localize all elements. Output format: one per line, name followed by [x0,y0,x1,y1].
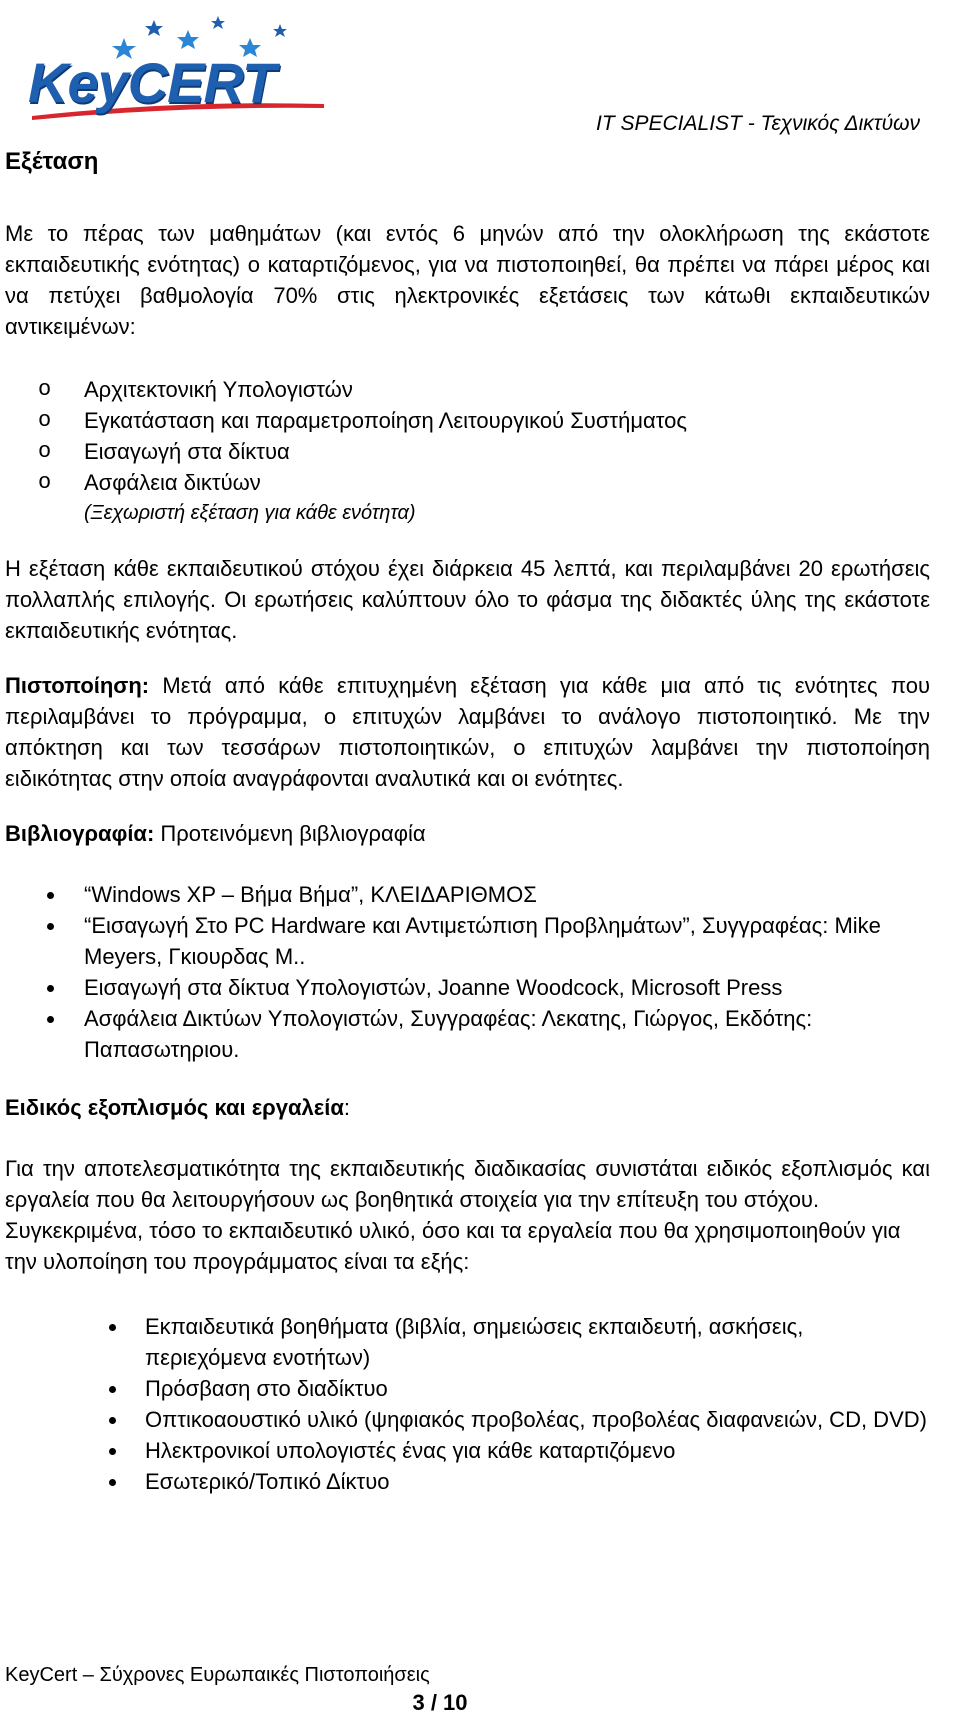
list-item: Πρόσβαση στο διαδίκτυο [5,1373,930,1404]
equipment-paragraph-2: Συγκεκριμένα, τόσο το εκπαιδευτικό υλικό, όσο και τα εργαλεία που θα χρησιμοποιηθούν για την υλοποίηση του προγράμματος είναι τα εξής: [5,1218,901,1274]
bullet-icon [47,892,54,899]
page-number: 3 / 10 [412,1690,468,1715]
bullet-icon [47,1016,54,1023]
equipment-paragraph-1: Για την αποτελεσματικότητα της εκπαιδευτικής διαδικασίας συνιστάται ειδικός εξοπλισμός και εργαλεία που θα λειτουργήσουν ως βοηθητικά στοιχεία για την επίτευξη του στόχου. [5,1156,930,1212]
subjects-note: (Ξεχωριστή εξέταση για κάθε ενότητα) [84,502,416,524]
list-item: “Windows XP – Βήμα Βήμα”, ΚΛΕΙΔΑΡΙΘΜΟΣ [5,879,930,910]
bullet-o-icon: o [38,408,52,433]
bibliography-label: Βιβλιογραφία: [5,821,155,846]
list-item: Ασφάλεια Δικτύων Υπολογιστών, Συγγραφέας: Λεκατης, Γιώργος, Εκδότης: Παπασωτηριου. [5,1003,930,1065]
certification-paragraph [5,670,930,794]
exam-heading: Εξέταση [5,148,99,175]
bullet-icon [109,1324,116,1331]
footer-organization: KeyCert – Σύχρονες Ευρωπαικές Πιστοποιήσεις [5,1664,430,1686]
main-content [5,148,930,1497]
list-item: Εσωτερικό/Τοπικό Δίκτυο [5,1466,930,1497]
keycert-logo [28,8,328,124]
bullet-o-icon: o [38,377,52,402]
exam-details: Η εξέταση κάθε εκπαιδευτικού στόχου έχει διάρκεια 45 λεπτά, και περιλαμβάνει 20 ερωτήσεις πολλαπλής επιλογής. Οι ερωτήσεις καλύπτουν όλο το φάσμα της διδακτές ύλης της εκάστοτε εκπαιδευτικής ενότητας. [5,556,930,643]
bibliography-list [5,879,930,1065]
bullet-icon [109,1386,116,1393]
list-item: o Αρχιτεκτονική Υπολογιστών [5,374,930,405]
bullet-icon [47,923,54,930]
bullet-icon [109,1479,116,1486]
list-item: o Εγκατάσταση και παραμετροποίηση Λειτουργικού Συστήματος [5,405,930,436]
certification-text: Μετά από κάθε επιτυχημένη εξέταση για κάθε μια από τις ενότητες που περιλαμβάνει το πρόγραμμα, ο επιτυχών λαμβάνει το ανάλογο πιστοποιητικό. Με την απόκτηση και των τεσσάρων πιστοποιητικών, ο επιτυχών λαμβάνει την πιστοποίηση ειδικότητας στην οποία αναγράφονται αναλυτικά και οι ενότητες. [5,673,930,791]
bullet-o-icon: o [38,439,52,464]
exam-subjects-list [5,374,930,498]
bullet-icon [109,1448,116,1455]
list-item: “Εισαγωγή Στο PC Hardware και Αντιμετώπιση Προβλημάτων”, Συγγραφέας: Mike Meyers, Γκιουρδας Μ.. [5,910,930,972]
certification-label: Πιστοποίηση: [5,673,150,698]
equipment-label: Ειδικός εξοπλισμός και εργαλεία [5,1095,344,1120]
logo-wordmark: KeyCERT [28,51,276,114]
list-item: Εκπαιδευτικά βοηθήματα (βιβλία, σημειώσεις εκπαιδευτή, ασκήσεις, περιεχόμενα ενοτήτων) [5,1311,930,1373]
list-item: Ηλεκτρονικοί υπολογιστές ένας για κάθε καταρτιζόμενο [5,1435,930,1466]
equipment-list [5,1311,930,1497]
bullet-o-icon: o [38,470,52,495]
bibliography-heading: Βιβλιογραφία: Προτεινόμενη βιβλιογραφία [5,821,426,846]
bullet-icon [109,1417,116,1424]
list-item: o Εισαγωγή στα δίκτυα [5,436,930,467]
list-item: Οπτικοαουστικό υλικό (ψηφιακός προβολέας, προβολέας διαφανειών, CD, DVD) [5,1404,930,1435]
equipment-heading: Ειδικός εξοπλισμός και εργαλεία: [5,1095,350,1120]
list-item: Εισαγωγή στα δίκτυα Υπολογιστών, Joanne Woodcock, Microsoft Press [5,972,930,1003]
course-title: IT SPECIALIST - Τεχνικός Δικτύων [595,112,920,135]
exam-intro: Με το πέρας των μαθημάτων (και εντός 6 μηνών από την ολοκλήρωση της εκάστοτε εκπαιδευτικής ενότητας) ο καταρτιζόμενος, για να πιστοποιηθεί, θα πρέπει να πάρει μέρος και να πετύχει βαθμολογία 70% στις ηλεκτρονικές εξετάσεις των κάτωθι εκπαιδευτικών αντικειμένων: [5,221,930,339]
bullet-icon [47,985,54,992]
list-item: o Ασφάλεια δικτύων [5,467,930,498]
